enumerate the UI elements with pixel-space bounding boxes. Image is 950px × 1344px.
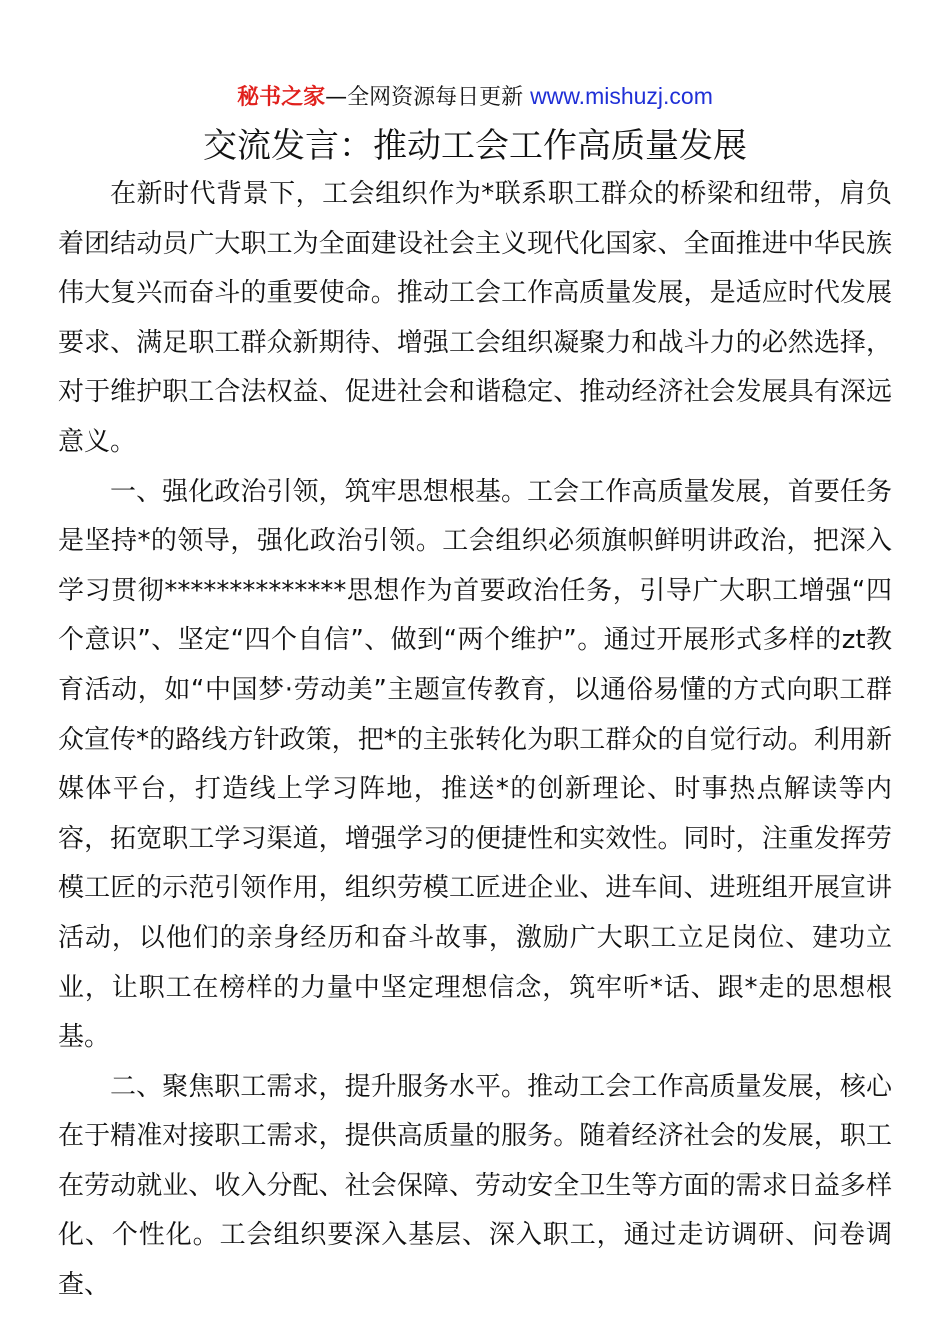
paragraph-intro: 在新时代背景下，工会组织作为*联系职工群众的桥梁和纽带，肩负着团结动员广大职工为全面建设社会主义现代化国家、全面推进中华民族伟大复兴而奋斗的重要使命。推动工会工作高质量发展，是适应时代发展要求、满足职工群众新期待、增强工会组织凝聚力和战斗力的必然选择，对于维护职工合法权益、促进社会和谐稳定、推动经济社会发展具有深远意义。 [58, 179, 892, 457]
site-slogan: —全网资源每日更新 [325, 85, 531, 110]
paragraph-section-1: 一、强化政治引领，筑牢思想根基。工会工作高质量发展，首要任务是坚持*的领导，强化政治引领。工会组织必须旗帜鲜明讲政治，把深入学习贯彻**************思想作为首要政治任务，引导广大职工增强“四个意识”、坚定“四个自信”、做到“两个维护”。通过开展形式多样的zt教育活动，如“中国梦·劳动美”主题宣传教育，以通俗易懂的方式向职工群众宣传*的路线方针政策，把*的主张转化为职工群众的自觉行动。利用新媒体平台，打造线上学习阵地，推送*的创新理论、时事热点解读等内容，拓宽职工学习渠道，增强学习的便捷性和实效性。同时，注重发挥劳模工匠的示范引领作用，组织劳模工匠进企业、进车间、进班组开展宣讲活动，以他们的亲身经历和奋斗故事，激励广大职工立足岗位、建功立业，让职工在榜样的力量中坚定理想信念，筑牢听*话、跟*走的思想根基。 [58, 476, 892, 1053]
document-title: 交流发言：推动工会工作高质量发展 [203, 126, 747, 166]
site-header [0, 80, 950, 114]
site-brand: 秘书之家 [237, 85, 326, 110]
site-url-link[interactable]: www.mishuzj.com [530, 83, 713, 109]
document-body [58, 170, 892, 1311]
paragraph-section-2: 二、聚焦职工需求，提升服务水平。推动工会工作高质量发展，核心在于精准对接职工需求，提供高质量的服务。随着经济社会的发展，职工在劳动就业、收入分配、社会保障、劳动安全卫生等方面的需求日益多样化、个性化。工会组织要深入基层、深入职工，通过走访调研、问卷调查、 [58, 1071, 892, 1301]
